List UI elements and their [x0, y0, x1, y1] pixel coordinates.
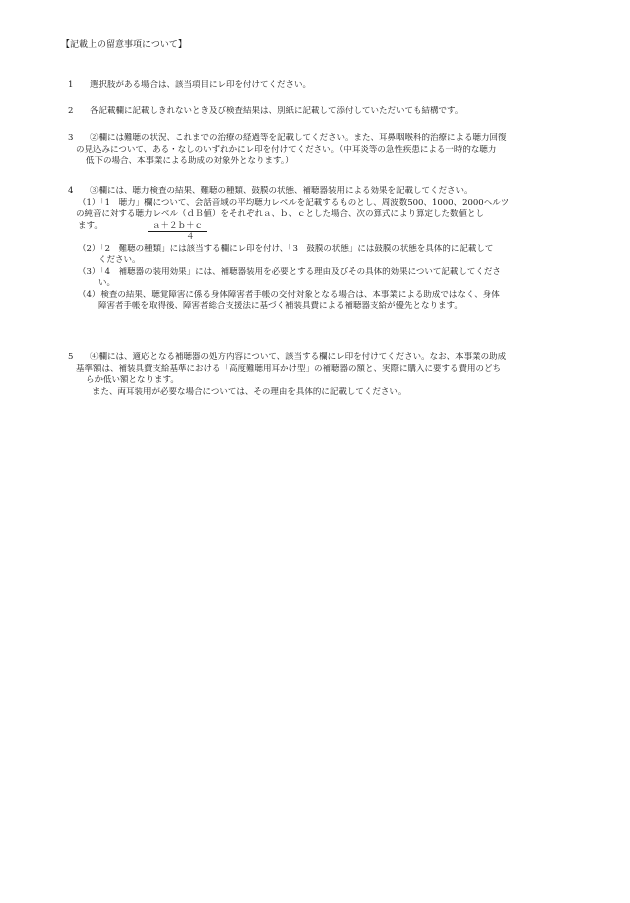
section-5 [68, 352, 568, 398]
section-text: 各記載欄に記載しきれないとき及び検査結果は、別紙に記載して添付していただいても結構です。 [90, 106, 464, 116]
subsection-1-text: の純音に対する聴力レベル（ｄＢ値）をそれぞれａ、ｂ、ｃとした場合、次の算式により算定した数値とし [76, 209, 485, 219]
section-text: また、両耳装用が必要な場合については、その理由を具体的に記載してください。 [92, 386, 407, 397]
document-title: 【記載上の留意事項について】 [61, 40, 187, 50]
section-text: ④欄には、適応となる補聴器の処方内容について、該当する欄にレ印を付けてください。なお、本事業の助成 [90, 352, 507, 362]
subsection-4-text: （4）検査の結果、聴覚障害に係る身体障害者手帳の交付対象となる場合は、本事業による助成ではなく、身体 [78, 289, 500, 300]
section-4 [68, 186, 568, 313]
subsection-2-text: （2）「2 難聴の種類」には該当する欄にレ印を付け、「3 鼓膜の状態」には鼓膜の状態を具体的に記載して [78, 243, 494, 254]
section-text: 低下の場合、本事業による助成の対象外となります。） [86, 156, 294, 166]
section-text: の見込みについて、ある・なしのいずれかにレ印を付けてください。（中耳炎等の急性疾患による一時的な聴力 [76, 144, 497, 155]
formula [68, 221, 568, 233]
section-1 [68, 80, 568, 92]
section-text: 基準額は、補装具費支給基準における「高度難聴用耳かけ型」の補聴器の額と、実際に購入に要する費用のどち [76, 363, 502, 374]
section-number: 5 [68, 352, 74, 362]
formula-denominator: ４ [186, 232, 195, 242]
formula-lead: ます。 [78, 220, 103, 231]
section-3 [68, 133, 568, 168]
section-text: 選択肢がある場合は、該当項目にレ印を付けてください。 [90, 80, 312, 90]
section-number: 3 [68, 133, 74, 143]
section-number: 2 [68, 106, 74, 116]
subsection-1-text: （1）「1 聴力」欄について、会話音域の平均聴力レベルを記載するものとし、周波数500、1000、2000ヘルツ [78, 197, 510, 208]
section-text: ②欄には難聴の状況、これまでの治療の経過等を記載してください。また、耳鼻咽喉科的治療による聴力回復 [90, 133, 507, 143]
section-text: ③欄には、聴力検査の結果、難聴の種類、鼓膜の状態、補聴器装用による効果を記載してください。 [90, 186, 473, 196]
section-text: らか低い額となります。 [86, 375, 179, 385]
subsection-4-text: 障害者手帳を取得後、障害者総合支援法に基づく補装具費による補聴器支給が優先となります。 [98, 301, 463, 311]
subsection-3-text: （3）「4 補聴器の装用効果」には、補聴器装用を必要とする理由及びその具体的効果について記載してくださ [78, 266, 501, 277]
section-number: 1 [68, 80, 74, 90]
subsection-2-text: ください。 [98, 255, 141, 265]
section-2 [68, 106, 568, 118]
formula-numerator: ａ＋２ｂ＋ｃ [148, 221, 207, 232]
section-number: 4 [68, 186, 74, 196]
subsection-3-text: い。 [98, 278, 116, 288]
